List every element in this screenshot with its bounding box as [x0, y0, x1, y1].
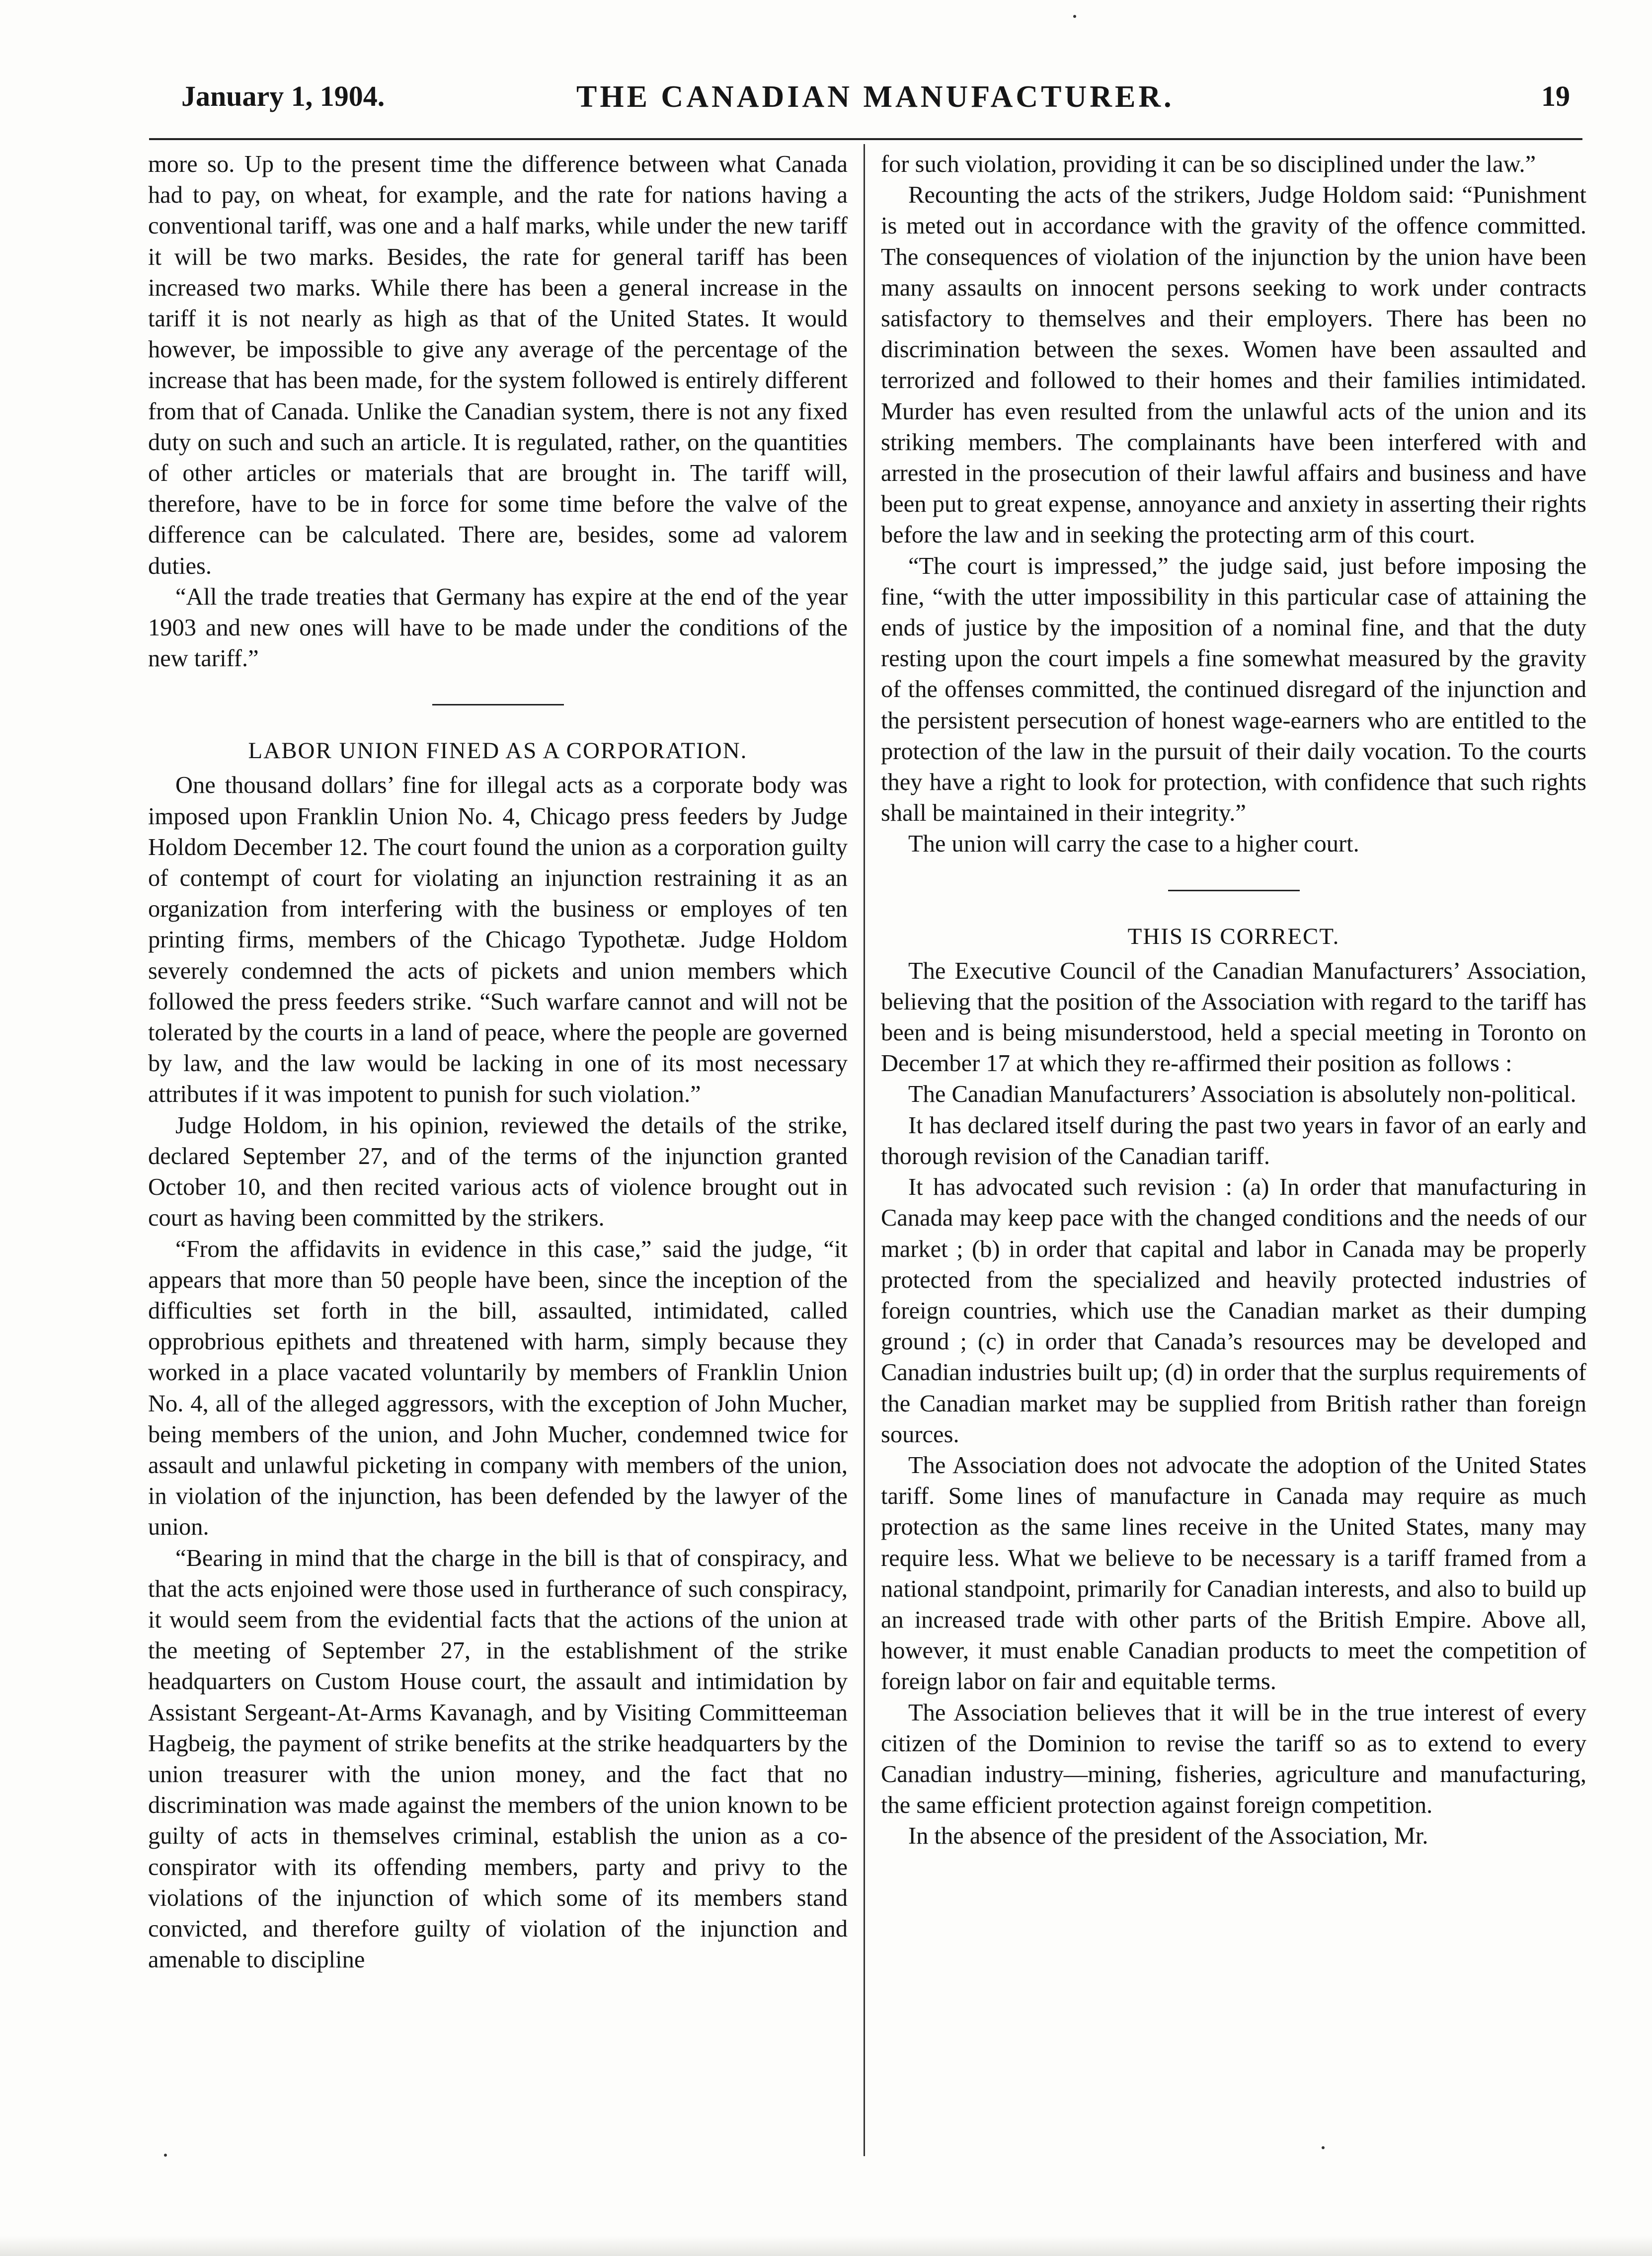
paragraph: “From the affidavits in evidence in this case,” said the judge, “it appears that more than 50 people have been, since the inception of the difficulties set forth in the bill, assaulted, intimidated, called opprobrious epithets and threatened with harm, simply because they worked in a place vacated voluntarily by members of Franklin Union No. 4, all of the alleged aggressors, with the exception of John Mucher, being members of the union, and John Mucher, condemned twice for assault and unlawful picketing in company with members of the union, in violation of the injunction, has been defended by the lawyer of the union. — [148, 1236, 848, 1541]
section-divider — [432, 704, 564, 705]
running-header — [149, 79, 1590, 129]
header-rule — [149, 138, 1582, 140]
paragraph: “The court is impressed,” the judge said, just before imposing the fine, “with the utter impossibility in this particular case of attaining the ends of justice by the imposition of a nominal fine, and that the duty resting upon the court impels a fine somewhat measured by the gravity of the offenses committed, the continued disregard of the injunction and the persistent persecution of honest wage-earners who are entitled to the protection of the law in the pursuit of their daily vocation. To the courts they have a right to look for protection, with confidence that such rights shall be maintained in their integrity.” — [881, 552, 1586, 827]
paragraph: One thousand dollars’ fine for illegal acts as a corporate body was imposed upon Franklin Union No. 4, Chicago press feeders by Judge Holdom December 12. The court found the union as a corporation guilty of contempt of court for violating an injunction restraining it as an organization from interfering with the business or employes of ten printing firms, members of the Chicago Typothetæ. Judge Holdom severely condemned the acts of pickets and union members which followed the press feeders strike. “Such warfare cannot and will not be tolerated by the courts in a land of peace, where the people are governed by law, and the law would be lacking in one of its most necessary attributes if it was impotent to punish for such violation.” — [148, 772, 848, 1108]
paragraph: The Executive Council of the Canadian Manufacturers’ Association, believing that the position of the Association with regard to the tariff has been and is being misunderstood, held a special meeting in Toronto on December 17 at which they re-affirmed their position as follows : — [881, 957, 1586, 1077]
section-divider — [1168, 890, 1300, 891]
right-column — [881, 149, 1586, 1852]
paragraph: The Association believes that it will be in the true interest of every citizen of the Dominion to revise the tariff so as to extend to every Canadian industry—mining, fisheries, agriculture and manufacturing, the same efficient protection against foreign competition. — [881, 1699, 1586, 1819]
continued-paragraph: more so. Up to the present time the difference between what Canada had to pay, on wheat, for example, and the rate for nations having a conventional tariff, was one and a half marks, while under the new tariff it will be two marks. Besides, the rate for general tariff has been increased two marks. While there has been a general increase in the tariff it is not nearly as high as that of the United States. It would however, be impossible to give any average of the percentage of the increase that has been made, for the system followed is entirely different from that of Canada. Unlike the Canadian system, there is not any fixed duty on such and such an article. It is regulated, rather, on the quantities of other articles or materials that are brought in. The tariff will, therefore, have to be in force for some time before the valve of the difference can be calculated. There are, besides, some ad valorem duties. — [148, 151, 848, 579]
left-column — [148, 149, 848, 1975]
continued-paragraph: for such violation, providing it can be so disciplined under the law.” — [881, 151, 1536, 177]
paragraph: In the absence of the president of the Association, Mr. — [908, 1823, 1428, 1850]
paragraph: The Canadian Manufacturers’ Association is absolutely non-political. — [908, 1081, 1576, 1108]
paragraph: It has declared itself during the past two years in favor of an early and thorough revision of the Canadian tariff. — [881, 1112, 1586, 1169]
paragraph: “Bearing in mind that the charge in the bill is that of conspiracy, and that the acts enjoined were those used in furtherance of such conspiracy, it would seem from the evidential facts that the actions of the union at the meeting of September 27, in the establishment of the strike headquarters on Custom House court, the assault and intimidation by Assistant Sergeant-At-Arms Kavanagh, and by Visiting Committeeman Hagbeig, the payment of strike benefits at the strike headquarters by the union treasurer with the union money, and the fact that no discrimination was made against the members of the union known to be guilty of acts in themselves criminal, establish the union as a co-conspirator with its offending members, party and privy to the violations of the injunction of which some of its members stand convicted, and therefore guilty of violation of the injunction and amenable to discipline — [148, 1545, 848, 1973]
paragraph: The Association does not advocate the adoption of the United States tariff. Some lines of manufacture in Canada may require as much protection as the same lines receive in the United States, many may require less. What we believe to be necessary is a tariff framed from a national standpoint, primarily for Canadian interests, and also to build up an increased trade with other parts of the British Empire. Above all, however, it must enable Canadian products to meet the competition of foreign labor on fair and equitable terms. — [881, 1452, 1586, 1695]
ink-speck — [1073, 15, 1076, 18]
paragraph: It has advocated such revision : (a) In order that manufacturing in Canada may keep pace with the changed conditions and the needs of our market ; (b) in order that capital and labor in Canada may be properly protected from the specialized and heavily protected industries of foreign countries, which use the Canadian market as their dumping ground ; (c) in order that Canada’s resources may be developed and Canadian industries built up; (d) in order that the surplus requirements of the Canadian market may be supplied from British rather than foreign sources. — [881, 1174, 1586, 1448]
paragraph: “All the trade treaties that Germany has expire at the end of the year 1903 and new ones will have to be made under the conditions of the new tariff.” — [148, 583, 848, 672]
ink-speck — [1322, 2146, 1325, 2149]
scan-edge — [0, 2236, 1652, 2256]
ink-speck — [164, 2154, 167, 2157]
article-heading-labor-union: LABOR UNION FINED AS A CORPORATION. — [248, 738, 748, 764]
publication-title: THE CANADIAN MANUFACTURER. — [576, 80, 1175, 114]
paragraph: Judge Holdom, in his opinion, reviewed the details of the strike, declared September 27, and of the terms of the injunction granted October 10, and then recited various acts of violence brought out in court as having been committed by the strikers. — [148, 1112, 848, 1232]
article-heading-this-is-correct: THIS IS CORRECT. — [1127, 923, 1340, 949]
paragraph: The union will carry the case to a higher court. — [908, 831, 1359, 857]
paragraph: Recounting the acts of the strikers, Judge Holdom said: “Punishment is meted out in accordance with the gravity of the offence committed. The consequences of violation of the injunction by the union have been many assaults on innocent persons seeking to work under contracts satisfactory to themselves and their employers. There has been no discrimination between the sexes. Women have been assaulted and terrorized and followed to their homes and their families intimidated. Murder has even resulted from the unlawful acts of the union and its striking members. The complainants have been interfered with and arrested in the prosecution of their lawful affairs and business and have been put to great expense, annoyance and anxiety in asserting their rights before the law and in seeking the protecting arm of this court. — [881, 182, 1586, 548]
column-divider — [864, 144, 865, 2156]
issue-date: January 1, 1904. — [181, 80, 385, 112]
page-number: 19 — [1541, 80, 1570, 112]
